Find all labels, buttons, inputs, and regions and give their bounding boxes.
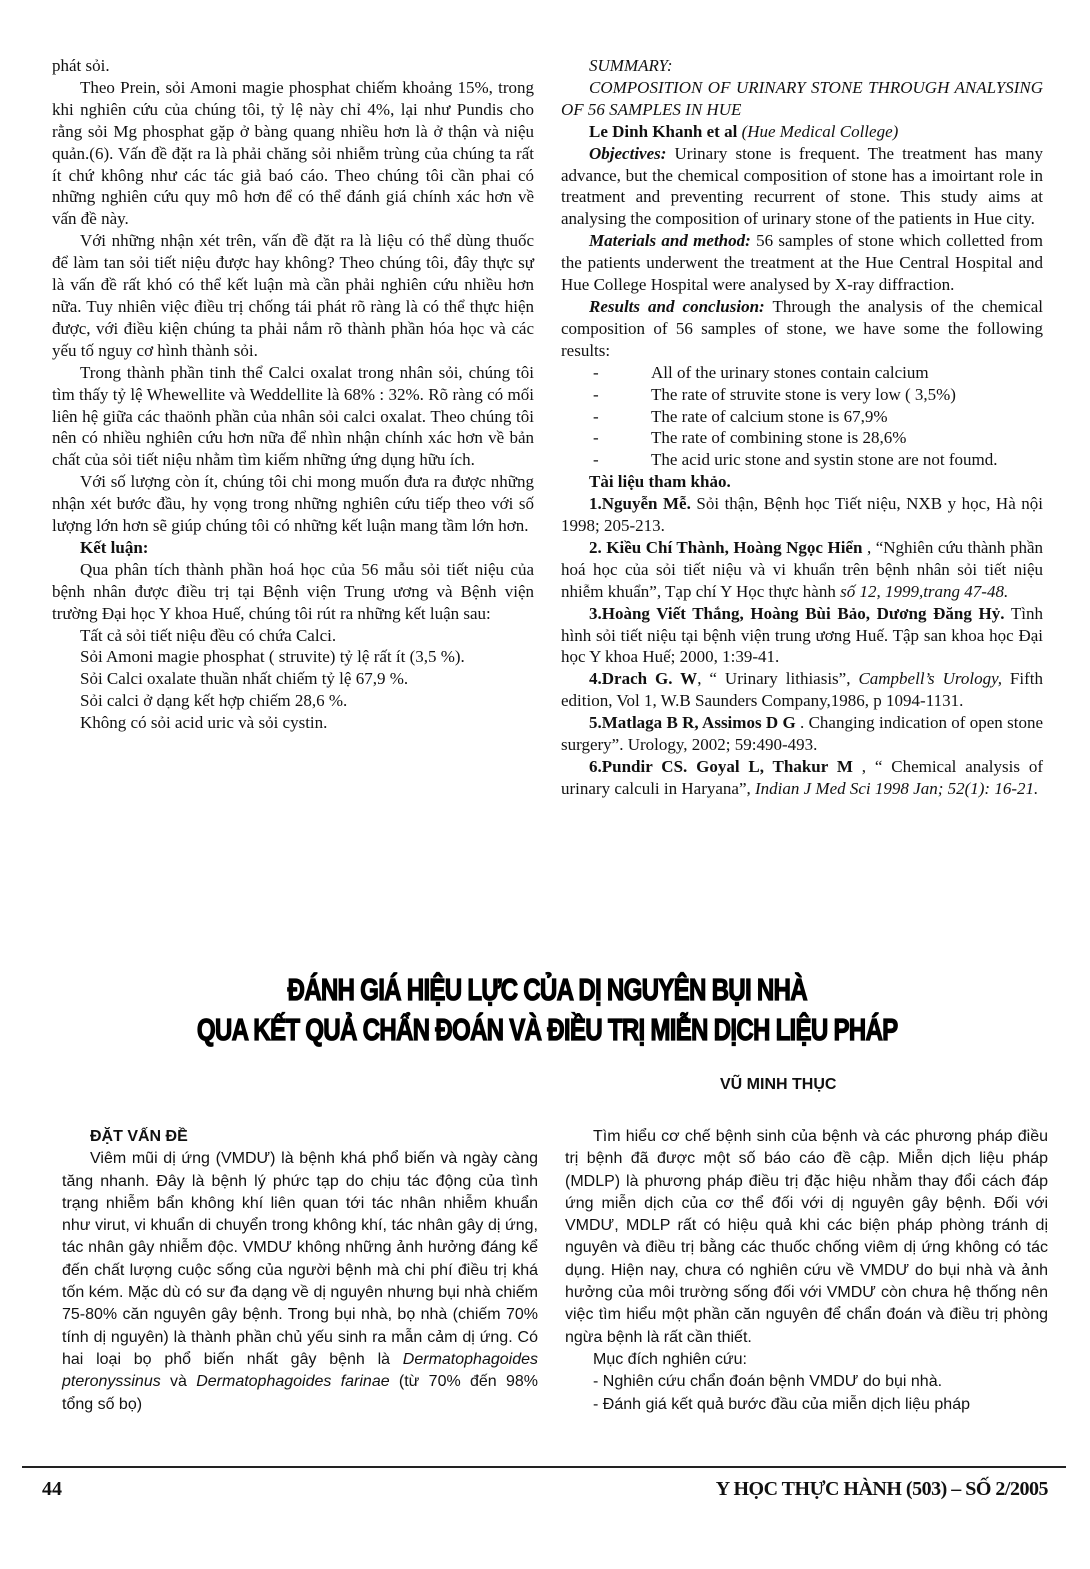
- text-run: Qua phân tích thành phần hoá học của 56 mẫu sỏi tiết niệu của bệnh nhân được điều trị tại Bệnh viện Trung ương và Bệnh viện trường Đại học Y khoa Huế, chúng tôi rút ra những kết luận sau:: [52, 559, 534, 623]
- list-item-text: [651, 362, 929, 384]
- bold-text: Tài liệu tham khảo.: [589, 472, 731, 492]
- bold-text: 4.Drach G. W: [589, 669, 698, 689]
- text-run: Không có sỏi acid uric và sỏi cystin.: [80, 713, 328, 733]
- paragraph: [561, 603, 1043, 669]
- bold-text: 2. Kiều Chí Thành, Hoàng Ngọc Hiển: [589, 537, 863, 557]
- paragraph: [52, 559, 534, 625]
- text-run: Trong thành phần tinh thể Calci oxalat trong nhân sỏi, chúng tôi tìm thấy tỷ lệ Whewellite và Weddellite là 68% : 32%. Rõ ràng có mối liên hệ giữa các thaönh phần của nhân sỏi calci oxalat. Theo chúng tôi nên có nhiều nghiên cứu hơn nữa để nhìn nhận chính xác hơn về bản chất của sỏi tiết niệu nhằm tìm kiếm những ứng dụng hữu ích.: [52, 362, 534, 470]
- bold-text: 5.Matlaga B R, Assimos D G: [589, 713, 796, 733]
- list-item: [561, 384, 1043, 406]
- bottom-right-column: [565, 1126, 1048, 1416]
- page-number: 44: [42, 1478, 62, 1500]
- paragraph: [52, 537, 534, 559]
- italic-text: Campbell’s Urology,: [858, 669, 1002, 689]
- paragraph: [52, 362, 534, 472]
- text-run: The rate of struvite stone is very low ( 3,5%): [651, 384, 956, 404]
- paragraph: [561, 296, 1043, 362]
- list-item-text: [651, 449, 998, 471]
- italic-text: COMPOSITION OF URINARY STONE THROUGH ANALYSING OF 56 SAMPLES IN HUE: [561, 77, 1043, 119]
- footer-divider: [22, 1466, 1066, 1468]
- paragraph: [52, 230, 534, 361]
- text-run: Urinary stone is frequent. The treatment has many advance, but the chemical composition of stone has a imoirtant role in treatment and preventing recurrent of stone. This study aims at analysing the composition of urinary stone of the patients in Hue city.: [561, 143, 1043, 229]
- text-run: (từ 70% đến 98% tổng số bọ): [62, 1373, 538, 1413]
- paragraph: [565, 1371, 1048, 1393]
- text-run: 56 samples of stone which colletted from the patients underwent the treatment at the Hue Central Hospital and Hue College Hospital were analysed by X-ray diffraction.: [561, 231, 1043, 295]
- paragraph: [565, 1394, 1048, 1416]
- paragraph: [52, 668, 534, 690]
- text-run: , “ Chemical analysis of urinary calculi in Haryana”,: [561, 757, 1043, 798]
- bold-text: 3.Hoàng Viết Thắng, Hoàng Bùi Bảo, Dương Đăng Hỷ.: [589, 603, 1005, 623]
- list-bullet: -: [593, 384, 599, 404]
- bold-text: ĐẶT VẤN ĐỀ: [90, 1128, 188, 1145]
- paragraph: [52, 77, 534, 230]
- list-item: [561, 449, 1043, 471]
- top-right-column: [561, 55, 1043, 800]
- text-run: The rate of calcium stone is 67,9%: [651, 406, 888, 426]
- bold-text: Objectives:: [589, 143, 667, 163]
- text-run: và: [160, 1373, 197, 1391]
- bold-text: Le Dinh Khanh et al: [589, 121, 742, 141]
- list-item: [561, 406, 1043, 428]
- bold-text: Materials and method:: [589, 231, 751, 251]
- text-run: Tìm hiểu cơ chế bệnh sinh của bệnh và các phương pháp điều trị bệnh đã được một số báo cáo đề cập. Miễn dịch liệu pháp (MDLP) là phương pháp điều trị đặc hiệu nhằm thay đổi cách đáp ứng miễn dịch của cơ thể đối với dị nguyên gây bệnh. Đối với VMDƯ, MDLP rất có hiệu quả khi các biện pháp phòng tránh dị nguyên và điều trị bằng các thuốc chống viêm dị ứng không có tác dụng. Hiện nay, chưa có nghiên cứu về VMDƯ do bụi nhà và ảnh hưởng của môi trường sống đối với VMDƯ còn chưa hệ thống nên việc tìm hiểu một phần căn nguyên để chẩn đoán và điều trị phòng ngừa bệnh là rất cần thiết.: [565, 1128, 1048, 1346]
- paragraph: [565, 1126, 1048, 1349]
- list-item: [561, 362, 1043, 384]
- paragraph: [561, 230, 1043, 296]
- paragraph: [561, 471, 1043, 493]
- bold-text: Results and conclusion:: [589, 296, 765, 316]
- text-run: - Nghiên cứu chẩn đoán bệnh VMDƯ do bụi nhà.: [593, 1373, 943, 1391]
- paragraph: [561, 537, 1043, 603]
- list-bullet: -: [593, 450, 599, 470]
- bold-text: 1.Nguyễn Mễ.: [589, 494, 691, 514]
- article-title-line-1: ĐÁNH GIÁ HIỆU LỰC CỦA DỊ NGUYÊN BỤI NHÀ: [287, 972, 807, 1007]
- paragraph: [52, 646, 534, 668]
- italic-text: Dermatophagoides pteronyssinus: [62, 1350, 538, 1391]
- text-run: The rate of combining stone is 28,6%: [651, 428, 907, 448]
- italic-text: SUMMARY:: [589, 56, 673, 75]
- list-bullet: -: [593, 406, 599, 426]
- text-run: - Đánh giá kết quả bước đầu của miễn dịch liệu pháp: [593, 1395, 970, 1413]
- text-run: Tất cả sỏi tiết niệu đều có chứa Calci.: [80, 625, 337, 645]
- list-item-text: [651, 384, 956, 406]
- text-run: Sỏi thận, Bệnh học Tiết niệu, NXB y học, Hà nội 1998; 205-213.: [561, 494, 1043, 536]
- text-run: , “ Urinary lithiasis”,: [697, 669, 859, 689]
- paragraph: [561, 55, 1043, 77]
- article-title-line-2: QUA KẾT QUẢ CHẨN ĐOÁN VÀ ĐIỀU TRỊ MIỄN DỊCH LIỆU PHÁP: [196, 1012, 898, 1047]
- text-run: Tình hình sỏi tiết niệu tại bệnh viện trung ương Huế. Tập san khoa học Đại học Y khoa Huế; 2000, 1:39-41.: [561, 603, 1043, 667]
- paragraph: [52, 625, 534, 647]
- paragraph: [52, 690, 534, 712]
- journal-footer: Y HỌC THỰC HÀNH (503) – SỐ 2/2005: [715, 1478, 1048, 1500]
- paragraph: [561, 143, 1043, 231]
- text-run: Fifth edition, Vol 1, W.B Saunders Company,1986, p 1094-1131.: [561, 669, 1043, 711]
- list-item-text: [651, 406, 888, 428]
- paragraph: [561, 756, 1043, 800]
- paragraph: [561, 77, 1043, 121]
- text-run: Sỏi Calci oxalate thuần nhất chiếm tỷ lệ 67,9 %.: [80, 669, 409, 689]
- list-item-text: [651, 427, 906, 449]
- top-left-column: [52, 55, 534, 734]
- italic-text: (Hue Medical College): [741, 121, 899, 141]
- bottom-left-column: [62, 1126, 538, 1416]
- paragraph: [561, 668, 1043, 712]
- paragraph: [52, 55, 534, 77]
- text-run: Viêm mũi dị ứng (VMDƯ) là bệnh khá phổ biến và ngày càng tăng nhanh. Đây là bệnh lý phức tạp do chịu tác động của tình trạng nhiễm bẩn không khí liên quan tới tác nhân nhiễm khuẩn như virut, vi khuẩn di chuyển trong không khí, tác nhân gây dị ứng, tác nhân gây nhiễm độc. VMDƯ không những ảnh hưởng đáng kể đến chất lượng cuộc sống của người bệnh mà chi phí điều trị khá tốn kém. Mặc dù có sư đa dạng về dị nguyên nhưng bụi nhà chiếm 75-80% căn nguyên gây bệnh. Trong bụi nhà, bọ nhà (chiếm 70% tính dị nguyên) là thành phần chủ yếu sinh ra mẫn cảm dị ứng. Có hai loại bọ phổ biến nhất gây bệnh là: [62, 1150, 538, 1368]
- text-run: . Changing indication of open stone surgery”. Urology, 2002; 59:490-493.: [561, 713, 1043, 755]
- paragraph: [561, 712, 1043, 756]
- paragraph: [561, 121, 1043, 143]
- text-run: The acid uric stone and systin stone are not foumd.: [651, 450, 998, 470]
- paragraph: [62, 1126, 538, 1148]
- paragraph: [561, 493, 1043, 537]
- text-run: Sỏi Amoni magie phosphat ( struvite) tỷ lệ rất ít (3,5 %).: [80, 647, 465, 667]
- bold-text: Kết luận:: [80, 537, 149, 557]
- text-run: Sỏi calci ở dạng kết hợp chiếm 28,6 %.: [80, 691, 348, 711]
- article-author: VŨ MINH THỤC: [720, 1076, 837, 1093]
- text-run: , “Nghiên cứu thành phần hoá học của sỏi tiết niệu và vi khuẩn trên bệnh nhân sỏi tiết niệu nhiễm khuẩn”, Tạp chí Y Học thực hành: [561, 537, 1043, 601]
- text-run: Theo Prein, sỏi Amoni magie phosphat chiếm khoảng 15%, trong khi nghiên cứu của chúng tôi, tỷ lệ này chỉ 4%, lại như Pundis cho rằng sỏi Mg phosphat gặp ở bàng quang nhiều hơn là ở thận và niệu quản.(6). Vấn đề đặt ra là phải chăng sỏi nhiễm trùng của chúng ta rất ít chứ không như các tác giả baó cáo. Theo chúng tôi cần phai có những nghiên cứu quy mô hơn để có thể đánh giá chính xác hơn về vấn đề này.: [52, 77, 534, 229]
- text-run: All of the urinary stones contain calcium: [651, 362, 929, 382]
- bold-text: 6.Pundir CS. Goyal L, Thakur M: [589, 757, 853, 776]
- text-run: Mục đích nghiên cứu:: [593, 1350, 747, 1368]
- list-bullet: -: [593, 362, 599, 382]
- text-run: phát sỏi.: [52, 56, 110, 75]
- text-run: Với những nhận xét trên, vấn đề đặt ra là liệu có thể dùng thuốc để làm tan sỏi tiết niệu được hay không? Theo chúng tôi, đây thực sự là vấn đề rất khó có thể kết luận mà cần phải nghiên cứu nhiều hơn nữa. Tuy nhiên việc điều trị chống tái phát rõ ràng là có thể thực hiện được, với điều kiện chúng ta phải nắm rõ thành phần hóa học và các yếu tố nguy cơ hình thành sỏi.: [52, 231, 534, 360]
- italic-text: Dermatophagoides farinae: [196, 1373, 390, 1391]
- paragraph: [52, 471, 534, 537]
- paragraph: [62, 1148, 538, 1416]
- list-item: [561, 427, 1043, 449]
- italic-text: số 12, 1999,trang 47-48.: [840, 581, 1009, 601]
- paragraph: [52, 712, 534, 734]
- paragraph: [565, 1349, 1048, 1371]
- text-run: Với số lượng còn ít, chúng tôi chi mong muốn đưa ra được những nhận xét bước đầu, hy vọng trong những nghiên cứu tiếp theo với số lượng lớn hơn sẽ giúp chúng tôi có những kết luận mang tầm lớn hơn.: [52, 472, 534, 536]
- italic-text: Indian J Med Sci 1998 Jan; 52(1): 16-21.: [755, 778, 1039, 798]
- list-bullet: -: [593, 428, 599, 448]
- text-run: Through the analysis of the chemical composition of 56 samples of stone, we have some the following results:: [561, 296, 1044, 360]
